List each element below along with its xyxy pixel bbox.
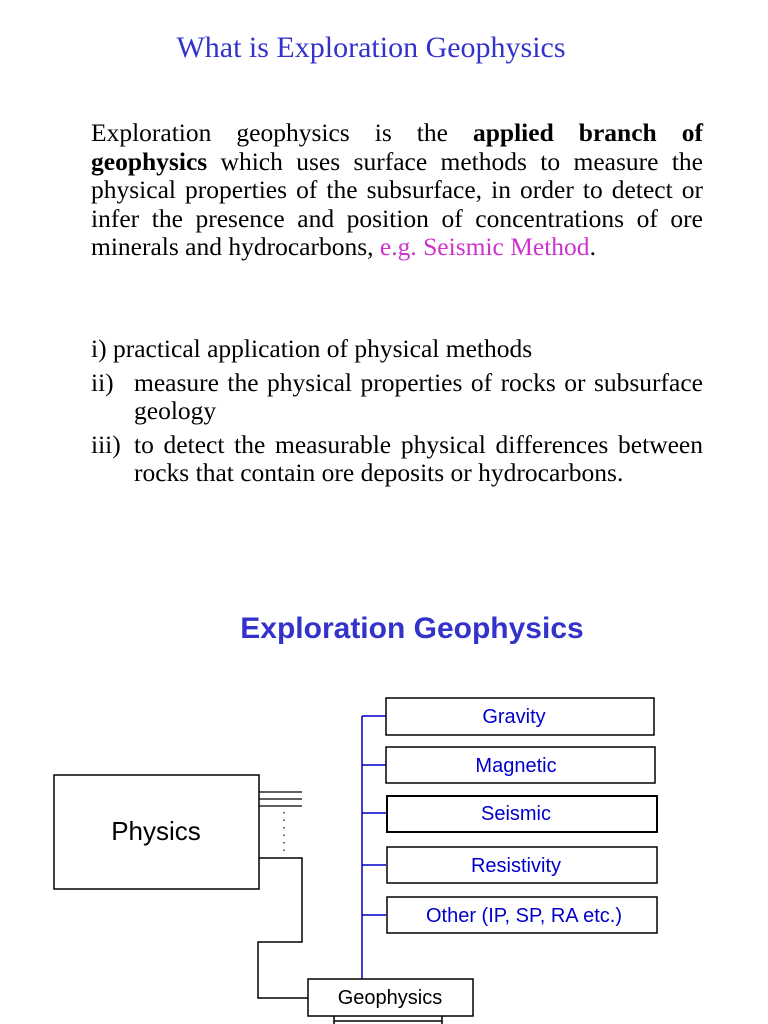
list-item	[91, 335, 703, 364]
page-heading: What is Exploration Geophysics	[176, 31, 566, 64]
physics-label: Physics	[111, 816, 201, 846]
definition-text-start: Exploration geophysics is the	[91, 118, 473, 147]
list-item-text: practical application of physical methods	[112, 334, 533, 363]
physics-geophysics-connector	[258, 858, 308, 998]
list-item-number: ii)	[91, 367, 121, 397]
list-item-text: measure the physical properties of rocks or subsurface geology	[134, 367, 703, 425]
points-list	[91, 335, 703, 493]
list-item	[91, 431, 703, 488]
list-item-number: iii)	[91, 429, 128, 459]
method-label-seismic: Seismic	[480, 803, 552, 825]
method-label-other: Other (IP, SP, RA etc.)	[425, 905, 623, 927]
definition-text-middle: which uses surface methods to measure the physical properties of the subsurface, in order to detect or infer the presence and position of concentrations of ore minerals and hydrocarbons,	[91, 146, 703, 261]
diagram-title: Exploration Geophysics	[240, 612, 584, 645]
definition-end: .	[589, 232, 596, 261]
definition-bold-term: applied branch of geophysics	[91, 118, 703, 176]
geophysics-label: Geophysics	[337, 987, 443, 1009]
list-item	[91, 369, 703, 426]
geophysics-diagram	[0, 680, 768, 1024]
list-item-number: i)	[91, 334, 113, 363]
definition-example: e.g. Seismic Method	[379, 232, 590, 261]
list-item-text: to detect the measurable physical differences between rocks that contain ore deposits or hydrocarbons.	[134, 429, 703, 487]
method-label-magnetic: Magnetic	[475, 755, 557, 777]
method-label-gravity: Gravity	[482, 706, 546, 728]
method-label-resistivity: Resistivity	[470, 855, 562, 877]
definition-paragraph	[91, 119, 703, 262]
